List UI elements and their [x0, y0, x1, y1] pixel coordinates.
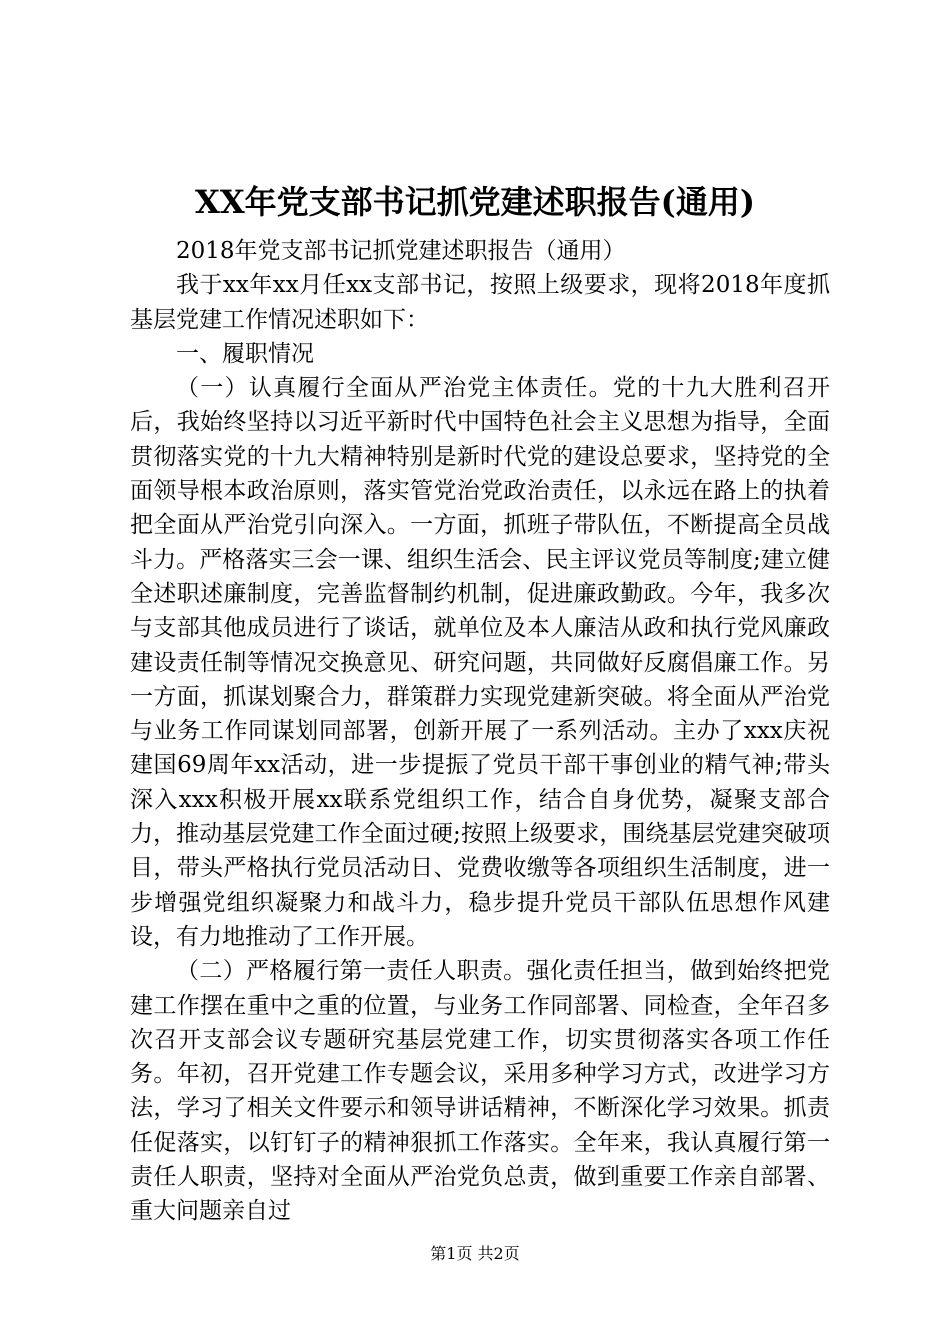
paragraph-item-1: （一）认真履行全面从严治党主体责任。党的十九大胜利召开后，我始终坚持以习近平新时代中国特色社会主义思想为指导，全面贯彻落实党的十九大精神特别是新时代党的建设总要求，坚持党的全面领导根本政治原则，落实管党治党政治责任，以永远在路上的执着把全面从严治党引向深入。一方面，抓班子带队伍，不断提高全员战斗力。严格落实三会一课、组织生活会、民主评议党员等制度;建立健全述职述廉制度，完善监督制约机制，促进廉政勤政。今年，我多次与支部其他成员进行了谈话，就单位及本人廉洁从政和执行党风廉政建设责任制等情况交换意见、研究问题，共同做好反腐倡廉工作。另一方面，抓谋划聚合力，群策群力实现党建新突破。将全面从严治党与业务工作同谋划同部署，创新开展了一系列活动。主办了xxx庆祝建国69周年xx活动，进一步提振了党员干部干事创业的精气神;带头深入xxx积极开展xx联系党组织工作，结合自身优势，凝聚支部合力，推动基层党建工作全面过硬;按照上级要求，围绕基层党建突破项目，带头严格执行党员活动日、党费收缴等各项组织生活制度，进一步增强党组织凝聚力和战斗力，稳步提升党员干部队伍思想作风建设，有力地推动了工作开展。 [130, 375, 830, 950]
section-heading: 一、履职情况 [176, 340, 314, 367]
page-footer: 第1页 共2页 [430, 1244, 520, 1263]
document-title: XX年党支部书记抓党建述职报告(通用) [195, 183, 755, 221]
document-body [130, 234, 830, 1229]
paragraph-intro: 我于xx年xx月任xx支部书记，按照上级要求，现将2018年度抓基层党建工作情况述职如下： [130, 272, 830, 333]
paragraph-subtitle: 2018年党支部书记抓党建述职报告（通用） [176, 238, 626, 264]
paragraph-item-2: （二）严格履行第一责任人职责。强化责任担当，做到始终把党建工作摆在重中之重的位置，与业务工作同部署、同检查，全年召多次召开支部会议专题研究基层党建工作，切实贯彻落实各项工作任务。年初，召开党建工作专题会议，采用多种学习方式，改进学习方法，学习了相关文件要示和领导讲话精神，不断深化学习效果。抓责任促落实，以钉钉子的精神狠抓工作落实。全年来，我认真履行第一责任人职责，坚持对全面从严治党负总责，做到重要工作亲自部署、重大问题亲自过 [130, 958, 830, 1225]
